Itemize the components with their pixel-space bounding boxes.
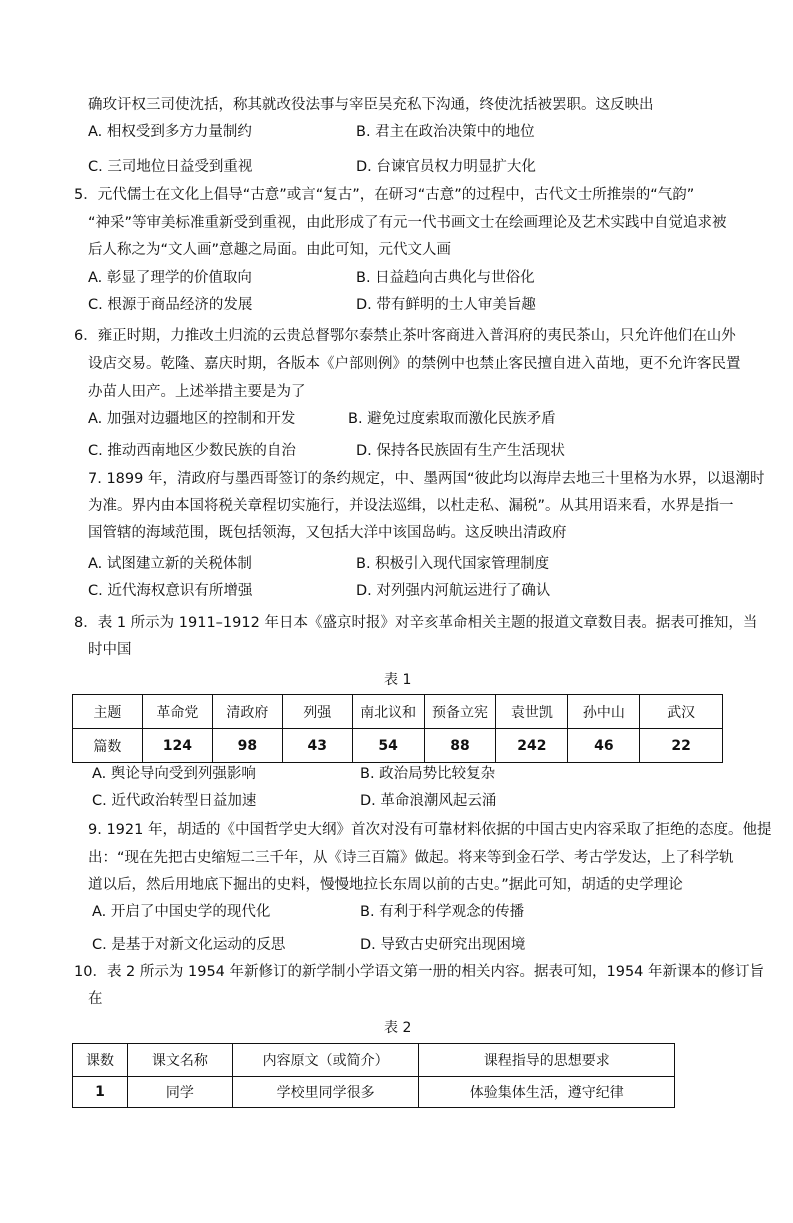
q6-option-b: B. 避免过度索取而激化民族矛盾 xyxy=(348,411,556,427)
q9-stem-line-1: 9. 1921 年，胡适的《中国哲学史大纲》首次对没有可靠材料依据的中国古史内容采取了拒绝的态度。他提 xyxy=(88,822,772,838)
q5-stem-line-3: 后人称之为“文人画”意趣之局面。由此可知，元代文人画 xyxy=(88,242,452,258)
q9-stem-line-2: 出：“现在先把古史缩短二三千年，从《诗三百篇》做起。将来等到金石学、考古学发达，上了科学轨 xyxy=(88,850,734,866)
table-1-cell: 88 xyxy=(424,729,496,763)
q6-option-d: D. 保持各民族固有生产生活现状 xyxy=(356,443,565,459)
table-1-cell: 预备立宪 xyxy=(424,695,496,729)
table-2 xyxy=(72,1043,675,1108)
table-2-cell: 内容原文（或简介） xyxy=(232,1044,419,1077)
table-1-cell: 46 xyxy=(568,729,640,763)
q5-stem-line-2: “神采”等审美标准重新受到重视，由此形成了有元一代书画文士在绘画理论及艺术实践中自觉追求被 xyxy=(88,215,727,231)
q10-stem-line-1: 10．表 2 所示为 1954 年新修订的新学制小学语文第一册的相关内容。据表可知，1954 年新课本的修订旨 xyxy=(74,964,765,980)
table-2-caption: 表 2 xyxy=(384,1020,412,1036)
table-2-cell: 1 xyxy=(73,1077,128,1108)
table-2-row xyxy=(73,1077,675,1108)
q9-option-a: A. 开启了中国史学的现代化 xyxy=(92,904,271,920)
q8-option-d: D. 革命浪潮风起云涌 xyxy=(360,793,497,809)
table-1-topic-row xyxy=(73,695,723,729)
q5-option-c: C. 根源于商品经济的发展 xyxy=(88,297,253,313)
table-1-cell: 22 xyxy=(640,729,723,763)
q7-stem-line-2: 为准。界内由本国将税关章程切实施行，并设法巡缉，以杜走私、漏税”。从其用语来看，水界是指一 xyxy=(88,498,734,514)
table-2-cell: 课数 xyxy=(73,1044,128,1077)
table-1-cell: 革命党 xyxy=(142,695,212,729)
table-2-cell: 课文名称 xyxy=(127,1044,232,1077)
q5-option-d: D. 带有鲜明的士人审美旨趣 xyxy=(356,297,536,313)
q7-stem-line-1: 7. 1899 年，清政府与墨西哥签订的条约规定，中、墨两国“彼此均以海岸去地三十里格为水界，以退潮时 xyxy=(88,471,765,487)
table-1-cell: 242 xyxy=(496,729,568,763)
q7-option-d: D. 对列强内河航运进行了确认 xyxy=(356,583,551,599)
table-1-cell: 98 xyxy=(212,729,282,763)
table-1-cell: 主题 xyxy=(73,695,143,729)
q4-option-d: D. 台谏官员权力明显扩大化 xyxy=(356,159,536,175)
question-4-stem-tail: 确玫讦权三司使沈括，称其就改役法事与宰臣吴充私下沟通，终使沈括被罢职。这反映出 xyxy=(88,97,654,113)
q6-stem-line-1: 6．雍正时期，力推改土归流的云贵总督鄂尔泰禁止茶叶客商进入普洱府的夷民茶山，只允许他们在山外 xyxy=(74,328,736,344)
q6-stem-line-3: 办苗人田产。上述举措主要是为了 xyxy=(88,384,306,400)
table-1-cell: 篇数 xyxy=(73,729,143,763)
table-2-cell: 课程指导的思想要求 xyxy=(419,1044,675,1077)
q4-option-a: A. 相权受到多方力量制约 xyxy=(88,124,252,140)
q9-stem-line-3: 道以后，然后用地底下掘出的史料，慢慢地拉长东周以前的古史。”据此可知，胡适的史学理论 xyxy=(88,877,683,893)
table-1-cell: 孙中山 xyxy=(568,695,640,729)
q5-stem-line-1: 5．元代儒士在文化上倡导“古意”或言“复古”，在研习“古意”的过程中，古代文士所推崇的“气韵” xyxy=(74,187,695,203)
table-1-cell: 124 xyxy=(142,729,212,763)
q7-option-b: B. 积极引入现代国家管理制度 xyxy=(356,556,550,572)
table-2-cell: 同学 xyxy=(127,1077,232,1108)
table-1-cell: 清政府 xyxy=(212,695,282,729)
q8-option-b: B. 政治局势比较复杂 xyxy=(360,766,496,782)
table-1-cell: 54 xyxy=(352,729,424,763)
table-1-cell: 武汉 xyxy=(640,695,723,729)
table-1 xyxy=(72,694,723,763)
q10-stem-line-2: 在 xyxy=(88,991,103,1007)
table-1-cell: 南北议和 xyxy=(352,695,424,729)
table-2-cell: 体验集体生活，遵守纪律 xyxy=(419,1077,675,1108)
q5-option-b: B. 日益趋向古典化与世俗化 xyxy=(356,270,535,286)
table-1-caption: 表 1 xyxy=(384,672,412,688)
q9-option-b: B. 有利于科学观念的传播 xyxy=(360,904,525,920)
q6-option-a: A. 加强对边疆地区的控制和开发 xyxy=(88,411,296,427)
q4-option-c: C. 三司地位日益受到重视 xyxy=(88,159,253,175)
q7-option-c: C. 近代海权意识有所增强 xyxy=(88,583,253,599)
q8-option-a: A. 舆论导向受到列强影响 xyxy=(92,766,256,782)
table-1-count-row xyxy=(73,729,723,763)
q9-option-c: C. 是基于对新文化运动的反思 xyxy=(92,937,286,953)
table-1-cell: 袁世凯 xyxy=(496,695,568,729)
q9-option-d: D. 导致古史研究出现困境 xyxy=(360,937,526,953)
q8-stem-line-2: 时中国 xyxy=(88,642,132,658)
q8-option-c: C. 近代政治转型日益加速 xyxy=(92,793,257,809)
q5-option-a: A. 彰显了理学的价值取向 xyxy=(88,270,252,286)
table-1-cell: 43 xyxy=(282,729,352,763)
q6-stem-line-2: 设店交易。乾隆、嘉庆时期，各版本《户部则例》的禁例中也禁止客民擅自进入苗地，更不允许客民置 xyxy=(88,356,741,372)
q4-option-b: B. 君主在政治决策中的地位 xyxy=(356,124,535,140)
table-1-cell: 列强 xyxy=(282,695,352,729)
q7-stem-line-3: 国管辖的海域范围，既包括领海，又包括大洋中该国岛屿。这反映出清政府 xyxy=(88,525,567,541)
q7-option-a: A. 试图建立新的关税体制 xyxy=(88,556,252,572)
q6-option-c: C. 推动西南地区少数民族的自治 xyxy=(88,443,296,459)
q8-stem-line-1: 8．表 1 所示为 1911–1912 年日本《盛京时报》对辛亥革命相关主题的报道文章数目表。据表可推知，当 xyxy=(74,615,758,631)
table-2-cell: 学校里同学很多 xyxy=(232,1077,419,1108)
table-2-header-row xyxy=(73,1044,675,1077)
